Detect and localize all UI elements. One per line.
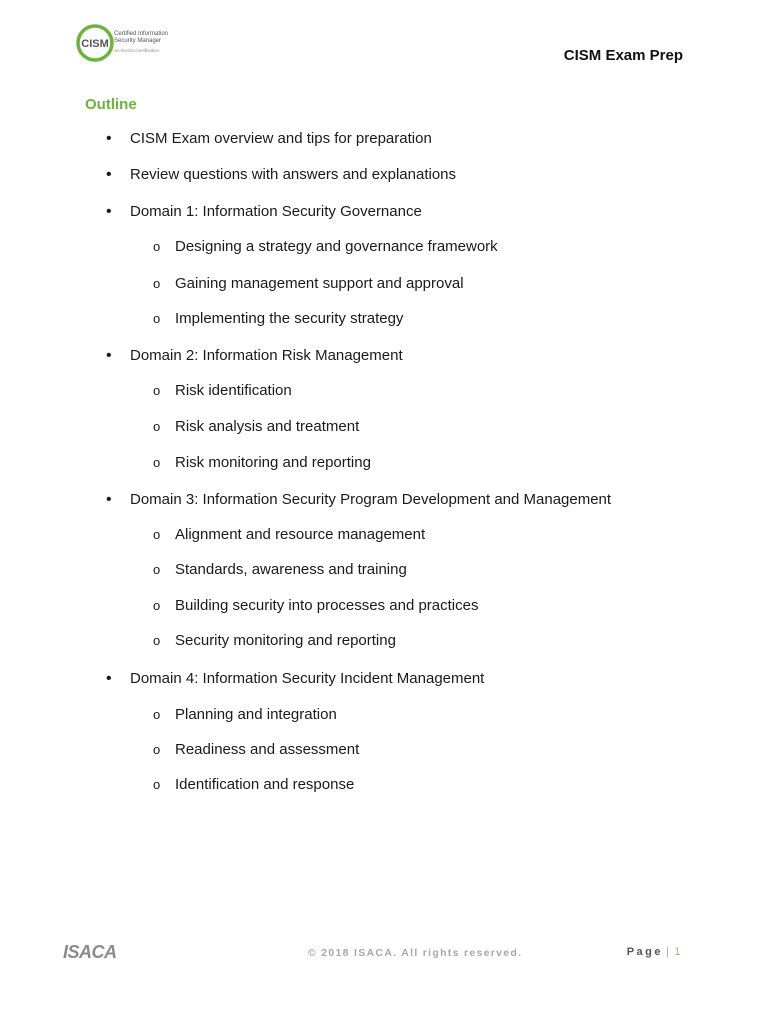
outline-subitem [153,776,355,793]
outline-item-text: Standards, awareness and training [175,561,407,578]
outline-item-text: Gaining management support and approval [175,275,464,292]
outline-item-text: Building security into processes and practices [175,597,479,614]
outline-subitem [153,526,426,543]
outline-item-text: Security monitoring and reporting [175,632,396,649]
circle-bullet-icon: o [153,455,161,470]
outline-subitem [153,741,360,758]
circle-bullet-icon: o [153,777,161,792]
outline-item [106,166,457,183]
bullet-icon: • [106,166,112,183]
logo-mark: CISM [81,38,109,50]
outline-item [106,203,422,220]
circle-bullet-icon: o [153,742,161,757]
outline-item-text: Risk identification [175,382,292,399]
outline-subitem [153,454,371,471]
outline-item [106,670,485,687]
outline-item-text: Domain 1: Information Security Governance [130,203,422,220]
outline-subitem [153,275,464,292]
bullet-icon: • [106,347,112,364]
outline-item-text: Risk monitoring and reporting [175,454,371,471]
page-title: CISM Exam Prep [563,47,683,64]
outline-item [106,491,612,508]
outline-subitem [153,597,479,614]
page-number: 1 [674,946,683,958]
footer-page-number [627,946,683,958]
circle-bullet-icon: o [153,311,161,326]
circle-bullet-icon: o [153,276,161,291]
outline-subitem [153,418,360,435]
footer-copyright: © 2018 ISACA. All rights reserved. [308,947,523,959]
outline-item [106,130,432,147]
outline-item-text: Implementing the security strategy [175,310,404,327]
outline-item-text: Planning and integration [175,706,337,723]
bullet-icon: • [106,670,112,687]
bullet-icon: • [106,491,112,508]
outline-subitem [153,561,407,578]
outline-item-text: Alignment and resource management [175,526,426,543]
outline-item-text: Designing a strategy and governance framework [175,238,498,255]
isaca-logo: ISACA [63,942,117,962]
outline-item-text: CISM Exam overview and tips for preparation [130,130,432,147]
outline-subitem [153,382,292,399]
outline-heading: Outline [85,96,137,113]
outline-item-text: Review questions with answers and explanations [130,166,457,183]
outline-item-text: Domain 3: Information Security Program Development and Management [130,491,612,508]
page-label: Page [626,946,664,958]
circle-bullet-icon: o [153,383,161,398]
circle-bullet-icon: o [153,527,161,542]
circle-bullet-icon: o [153,239,161,254]
logo-tagline: Certified Information Security Manager An ISACA Certification [114,31,169,53]
circle-bullet-icon: o [153,562,161,577]
outline-subitem [153,238,498,255]
outline-item-text: Readiness and assessment [175,741,360,758]
page-separator: | [666,946,672,958]
circle-bullet-icon: o [153,707,161,722]
circle-bullet-icon: o [153,633,161,648]
bullet-icon: • [106,130,112,147]
cism-logo [74,22,174,66]
outline-item-text: Domain 4: Information Security Incident Management [130,670,485,687]
outline-item-text: Domain 2: Information Risk Management [130,347,403,364]
outline-subitem [153,632,396,649]
outline-subitem [153,310,404,327]
outline-item [106,347,403,364]
outline-subitem [153,706,337,723]
bullet-icon: • [106,203,112,220]
circle-bullet-icon: o [153,598,161,613]
outline-item-text: Risk analysis and treatment [175,418,360,435]
outline-item-text: Identification and response [175,776,355,793]
circle-bullet-icon: o [153,419,161,434]
logo-sub: An ISACA Certification [114,48,160,53]
